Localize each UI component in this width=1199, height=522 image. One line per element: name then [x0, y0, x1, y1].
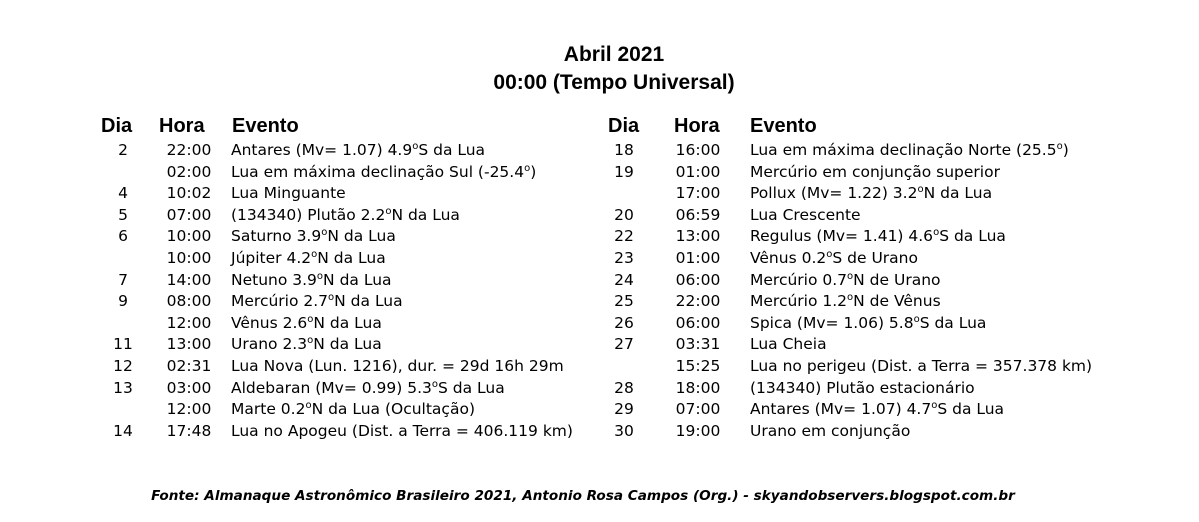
event-time: 14:00 [166, 270, 212, 289]
event-day: 4 [118, 184, 128, 203]
event-description: (134340) Plutão 2.2$^o$N da Lua [231, 205, 460, 224]
event-description: Urano 2.3$^o$N da Lua [231, 335, 382, 354]
event-time: 02:00 [166, 162, 212, 181]
event-day: 18 [614, 141, 634, 159]
event-time: 18:00 [675, 378, 721, 397]
event-row [95, 291, 595, 313]
event-description: Mercúrio 1.2$^o$N de Vênus [750, 292, 941, 311]
event-row [600, 399, 1160, 421]
event-description: Mercúrio em conjunção superior [750, 162, 1000, 181]
header-hora: Hora [159, 115, 205, 137]
event-row [95, 226, 595, 248]
event-row [95, 421, 595, 443]
header-evento: Evento [232, 115, 299, 137]
event-time: 19:00 [675, 421, 721, 440]
event-day: 25 [614, 292, 634, 311]
event-time: 06:59 [675, 205, 721, 224]
event-row [600, 421, 1160, 443]
header-dia: Dia [608, 115, 640, 137]
event-time: 02:31 [166, 356, 212, 375]
header-evento: Evento [750, 115, 817, 137]
event-row [95, 356, 595, 378]
event-day: 27 [614, 335, 634, 354]
event-day: 9 [118, 292, 128, 311]
event-time: 01:00 [675, 162, 721, 181]
event-day: 30 [614, 421, 634, 440]
event-day: 2 [118, 141, 128, 159]
event-description: Vênus 0.2$^o$S de Urano [750, 248, 918, 267]
event-row [600, 356, 1160, 378]
event-row [95, 248, 595, 270]
event-row [95, 140, 595, 162]
event-description: Lua Cheia [750, 335, 827, 354]
event-time: 13:00 [166, 335, 212, 354]
event-day: 29 [614, 400, 634, 419]
event-description: Netuno 3.9$^o$N da Lua [231, 270, 392, 289]
event-description: Urano em conjunção [750, 421, 911, 440]
event-description: Lua no perigeu (Dist. a Terra = 357.378 km) [750, 356, 1093, 375]
event-day: 19 [614, 162, 634, 181]
header-dia: Dia [101, 115, 133, 137]
table-header-left [95, 113, 595, 140]
page-title: Abril 2021 [563, 43, 665, 66]
event-time: 16:00 [675, 141, 721, 159]
page-subtitle: 00:00 (Tempo Universal) [493, 71, 735, 94]
event-row [95, 270, 595, 292]
event-description: Lua em máxima declinação Norte (25.5$^o$) [750, 141, 1069, 159]
event-description: Antares (Mv= 1.07) 4.9$^o$S da Lua [231, 141, 486, 159]
event-time: 17:48 [166, 421, 212, 440]
event-description: Aldebaran (Mv= 0.99) 5.3$^o$S da Lua [231, 378, 505, 397]
event-rows-right [600, 140, 1160, 442]
event-time: 07:00 [166, 205, 212, 224]
event-day: 22 [614, 227, 634, 246]
event-row [95, 399, 595, 421]
event-description: Mercúrio 0.7$^o$N de Urano [750, 270, 941, 289]
event-day: 5 [118, 205, 128, 224]
event-row [600, 205, 1160, 227]
event-description: Antares (Mv= 1.07) 4.7$^o$S da Lua [750, 400, 1005, 419]
event-row [95, 334, 595, 356]
header-hora: Hora [674, 115, 720, 137]
event-row [600, 378, 1160, 400]
event-day: 11 [113, 335, 133, 354]
event-description: Spica (Mv= 1.06) 5.8$^o$S da Lua [750, 313, 987, 332]
event-row [600, 183, 1160, 205]
event-description: Lua Crescente [750, 205, 861, 224]
event-description: Mercúrio 2.7$^o$N da Lua [231, 292, 403, 311]
event-description: Pollux (Mv= 1.22) 3.2$^o$N da Lua [750, 184, 993, 203]
event-time: 22:00 [675, 292, 721, 311]
event-day: 6 [118, 227, 128, 246]
event-day: 20 [614, 205, 634, 224]
event-row [95, 162, 595, 184]
event-time: 06:00 [675, 270, 721, 289]
event-description: Saturno 3.9$^o$N da Lua [231, 227, 396, 246]
event-time: 12:00 [166, 400, 212, 419]
event-time: 10:00 [166, 227, 212, 246]
event-rows-left [95, 140, 595, 442]
event-time: 07:00 [675, 400, 721, 419]
event-row [95, 378, 595, 400]
event-time: 10:00 [166, 248, 212, 267]
source-footer: Fonte: Almanaque Astronômico Brasileiro 2021, Antonio Rosa Campos (Org.) - skyandobservers.blogspot.com.br [151, 488, 1015, 504]
event-day: 7 [118, 270, 128, 289]
event-time: 22:00 [166, 141, 212, 159]
event-row [600, 248, 1160, 270]
event-day: 23 [614, 248, 634, 267]
event-description: Lua no Apogeu (Dist. a Terra = 406.119 km) [231, 421, 573, 440]
event-time: 08:00 [166, 292, 212, 311]
event-day: 24 [614, 270, 634, 289]
event-day: 12 [113, 356, 133, 375]
event-row [600, 226, 1160, 248]
event-row [600, 162, 1160, 184]
event-row [600, 313, 1160, 335]
event-description: Lua Minguante [231, 184, 346, 203]
event-row [600, 140, 1160, 162]
event-row [95, 205, 595, 227]
event-time: 03:31 [675, 335, 721, 354]
event-description: (134340) Plutão estacionário [750, 378, 975, 397]
event-row [600, 270, 1160, 292]
events-table-left [95, 113, 595, 442]
event-description: Vênus 2.6$^o$N da Lua [231, 313, 382, 332]
event-time: 17:00 [675, 184, 721, 203]
event-day: 14 [113, 421, 133, 440]
event-day: 26 [614, 313, 634, 332]
event-time: 10:02 [166, 184, 212, 203]
event-row [95, 313, 595, 335]
event-time: 03:00 [166, 378, 212, 397]
event-row [600, 334, 1160, 356]
event-time: 13:00 [675, 227, 721, 246]
event-day: 13 [113, 378, 133, 397]
event-description: Lua em máxima declinação Sul (-25.4$^o$) [231, 162, 537, 181]
event-time: 15:25 [675, 356, 721, 375]
event-description: Regulus (Mv= 1.41) 4.6$^o$S da Lua [750, 227, 1006, 246]
table-header-right [600, 113, 1160, 140]
event-description: Lua Nova (Lun. 1216), dur. = 29d 16h 29m [231, 356, 564, 375]
event-description: Júpiter 4.2$^o$N da Lua [231, 248, 386, 267]
event-time: 12:00 [166, 313, 212, 332]
event-description: Marte 0.2$^o$N da Lua (Ocultação) [231, 400, 475, 419]
event-time: 06:00 [675, 313, 721, 332]
events-table-right [600, 113, 1160, 442]
event-row [95, 183, 595, 205]
event-row [600, 291, 1160, 313]
event-time: 01:00 [675, 248, 721, 267]
event-day: 28 [614, 378, 634, 397]
